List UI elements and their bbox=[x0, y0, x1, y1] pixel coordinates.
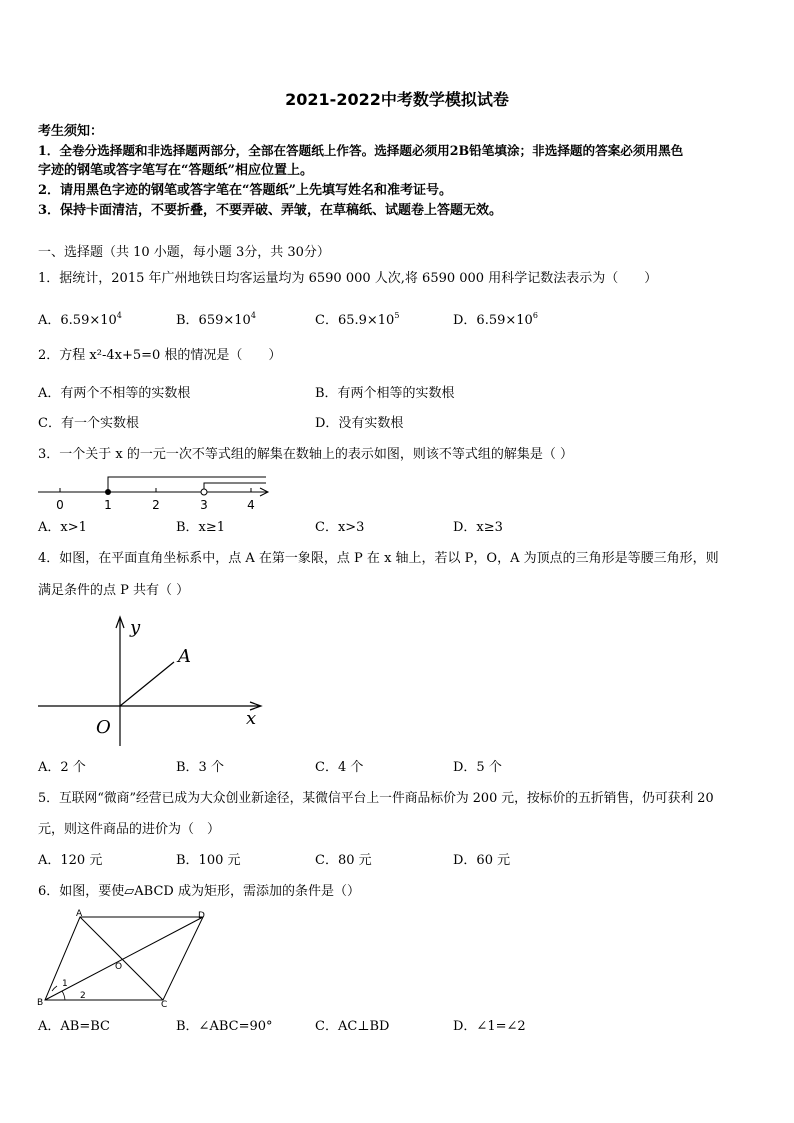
vertex-a: A bbox=[76, 909, 83, 919]
q5-option-d[interactable]: D．60 元 bbox=[453, 853, 511, 868]
vertex-b: B bbox=[37, 998, 44, 1008]
q2-option-b[interactable]: B．有两个相等的实数根 bbox=[315, 386, 455, 401]
label-x: x bbox=[246, 708, 257, 729]
q1-option-b[interactable]: B．$659\times 10^4$ bbox=[176, 311, 256, 328]
coordinate-figure bbox=[36, 612, 268, 752]
angle-arc-2 bbox=[62, 991, 65, 1000]
open-dot-3 bbox=[201, 489, 207, 495]
notice-line-2: 2．请用黑色字迹的钢笔或答字笔在“答题纸”上先填写姓名和准考证号。 bbox=[38, 183, 453, 198]
label-a: A bbox=[178, 646, 191, 667]
ray-from-1 bbox=[108, 477, 266, 492]
q4-option-c[interactable]: C．4 个 bbox=[315, 760, 364, 775]
center-o: O bbox=[115, 962, 123, 972]
question-6-stem: 6．如图，要使▱ABCD 成为矩形，需添加的条件是（） bbox=[38, 884, 360, 899]
page-title: 2021-2022中考数学模拟试卷 bbox=[285, 90, 509, 109]
q3-option-a[interactable]: A．x>1 bbox=[38, 520, 87, 535]
question-4-stem-2: 满足条件的点 P 共有（ ） bbox=[38, 583, 190, 598]
q6-option-b[interactable]: B．∠ABC=90° bbox=[176, 1019, 273, 1034]
notice-heading: 考生须知： bbox=[38, 124, 104, 139]
q3-option-d[interactable]: D．x≥3 bbox=[453, 520, 503, 535]
q2-option-d[interactable]: D．没有实数根 bbox=[315, 416, 404, 431]
notice-line-3: 3．保持卡面清洁，不要折叠，不要弄破、弄皱，在草稿纸、试题卷上答题无效。 bbox=[38, 203, 503, 218]
notice-line-1b: 字迹的钢笔或答字笔写在“答题纸”相应位置上。 bbox=[38, 163, 313, 178]
tick-label-4: 4 bbox=[247, 498, 255, 512]
q5-option-a[interactable]: A．120 元 bbox=[38, 853, 103, 868]
q1-option-a[interactable]: A．$6.59\times 10^4$ bbox=[38, 311, 122, 328]
question-2-stem: 2．方程 x²-4x+5=0 根的情况是（ ） bbox=[38, 348, 282, 363]
q5-option-c[interactable]: C．80 元 bbox=[315, 853, 372, 868]
q2-option-a[interactable]: A．有两个不相等的实数根 bbox=[38, 386, 191, 401]
section-heading: 一、选择题（共 10 小题，每小题 3分，共 30分） bbox=[38, 245, 330, 260]
angle-label-2: 2 bbox=[80, 991, 86, 1001]
label-y: y bbox=[130, 617, 141, 638]
question-5-stem-2: 元，则这件商品的进价为（ ） bbox=[38, 822, 221, 837]
question-5-stem-1: 5．互联网“微商”经营已成为大众创业新途径，某微信平台上一件商品标价为 200 元，按标价的五折销售，仍可获利 20 bbox=[38, 791, 714, 806]
vertex-c: C bbox=[161, 1000, 168, 1010]
ray-from-3 bbox=[204, 483, 266, 492]
diagonal-bd bbox=[45, 917, 203, 1000]
q3-option-c[interactable]: C．x>3 bbox=[315, 520, 365, 535]
notice-line-1: 1．全卷分选择题和非选择题两部分，全部在答题纸上作答。选择题必须用2B铅笔填涂；非选择题的答案必须用黑色 bbox=[38, 143, 684, 158]
vertex-d: D bbox=[198, 911, 205, 921]
tick-label-0: 0 bbox=[56, 498, 64, 512]
q1-option-d[interactable]: D．$6.59\times 10^6$ bbox=[453, 311, 538, 328]
tick-label-2: 2 bbox=[152, 498, 160, 512]
question-1-stem: 1．据统计，2015 年广州地铁日均客运量均为 6590 000 人次,将 6590 000 用科学记数法表示为（ ） bbox=[38, 271, 658, 286]
q2-option-c[interactable]: C．有一个实数根 bbox=[38, 416, 139, 431]
number-line-figure bbox=[36, 470, 272, 516]
tick-label-1: 1 bbox=[104, 498, 112, 512]
q4-option-b[interactable]: B．3 个 bbox=[176, 760, 224, 775]
question-4-stem-1: 4．如图，在平面直角坐标系中，点 A 在第一象限，点 P 在 x 轴上，若以 P，O，A 为顶点的三角形是等腰三角形，则 bbox=[38, 551, 719, 566]
tick-label-3: 3 bbox=[200, 498, 208, 512]
question-3-stem: 3．一个关于 x 的一元一次不等式组的解集在数轴上的表示如图，则该不等式组的解集是（ ） bbox=[38, 447, 574, 462]
q4-option-a[interactable]: A．2 个 bbox=[38, 760, 86, 775]
q6-option-c[interactable]: C．AC⊥BD bbox=[315, 1019, 390, 1034]
q1-option-c[interactable]: C．$65.9\times 10^5$ bbox=[315, 311, 400, 328]
q6-option-d[interactable]: D．∠1=∠2 bbox=[453, 1019, 526, 1034]
closed-dot-1 bbox=[105, 489, 111, 495]
segment-oa bbox=[120, 662, 174, 706]
angle-arc-1 bbox=[52, 986, 57, 991]
label-o: O bbox=[96, 717, 111, 738]
angle-label-1: 1 bbox=[62, 979, 68, 989]
q4-option-d[interactable]: D．5 个 bbox=[453, 760, 502, 775]
q6-option-a[interactable]: A．AB=BC bbox=[38, 1019, 110, 1034]
q3-option-b[interactable]: B．x≥1 bbox=[176, 520, 226, 535]
q5-option-b[interactable]: B．100 元 bbox=[176, 853, 241, 868]
parallelogram-figure bbox=[36, 908, 216, 1008]
diagonal-ac bbox=[80, 917, 163, 1000]
